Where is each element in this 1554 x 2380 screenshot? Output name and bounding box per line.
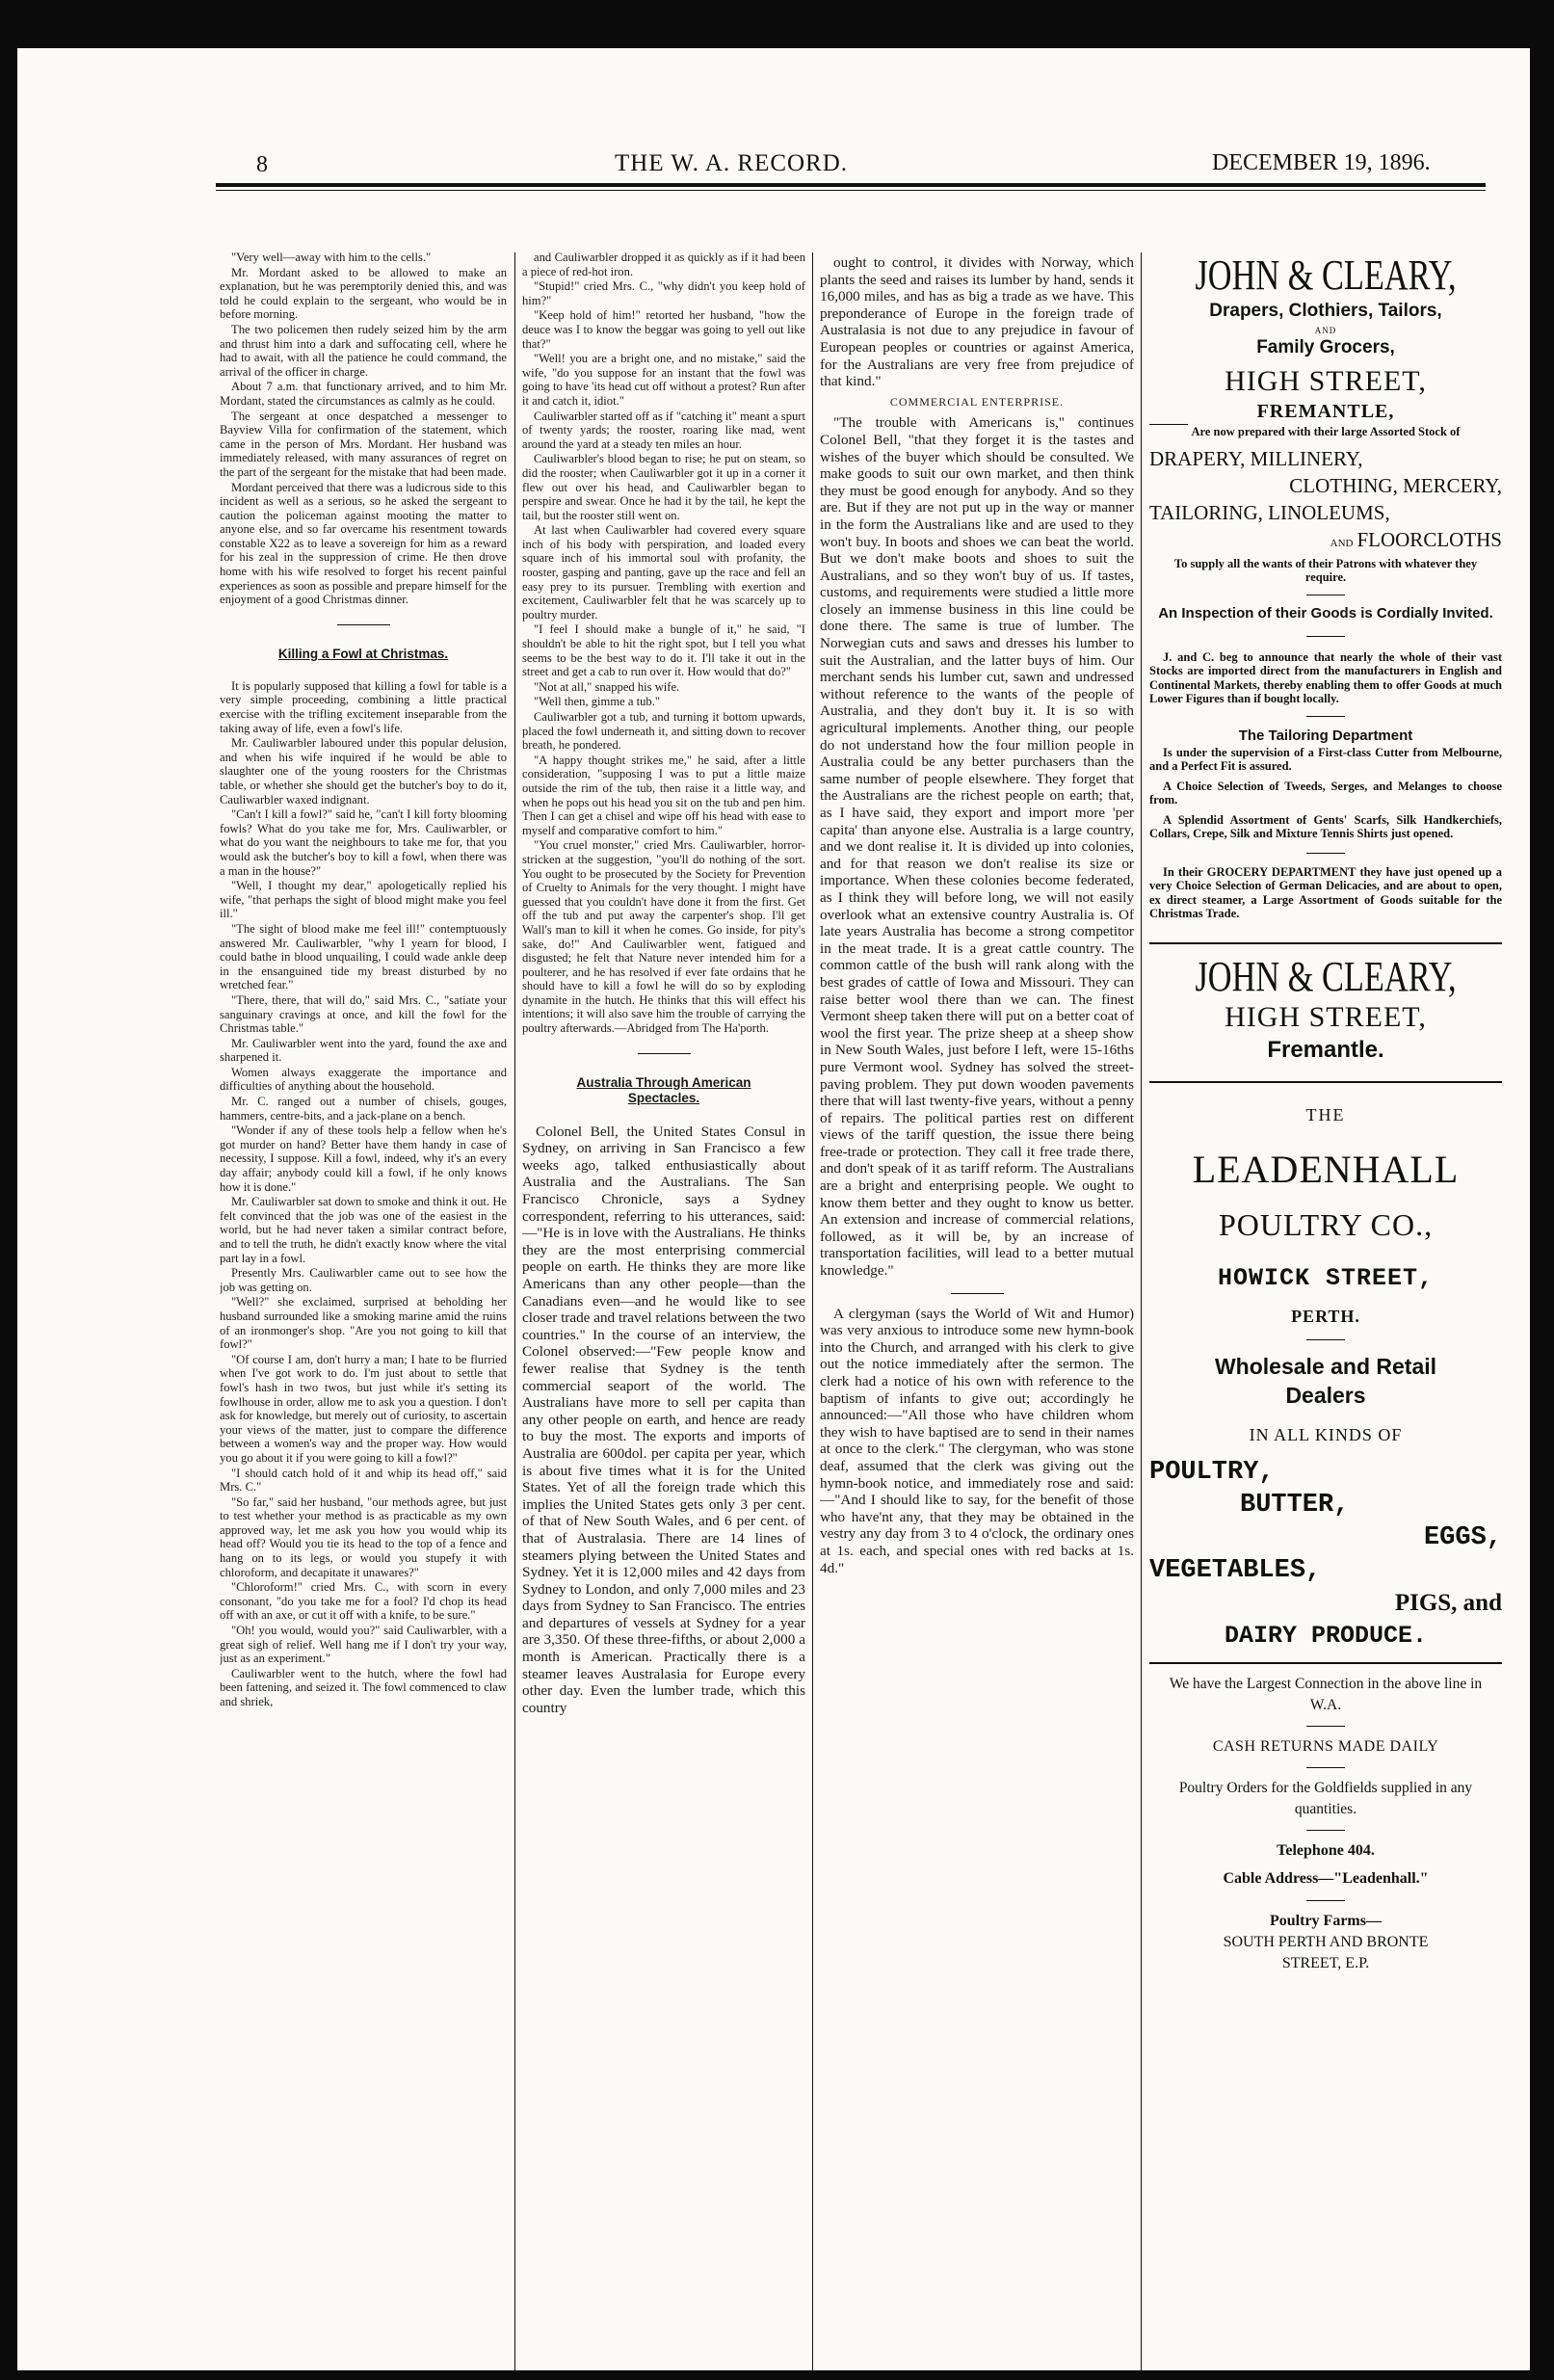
ad3-perth: PERTH.	[1291, 1306, 1360, 1326]
paragraph: It is popularly supposed that killing a fowl for table is a very simple proceeding, combining a little practical exercise with the trifling excitement inseparable from the taking away of life, even a fowl's life.	[220, 678, 507, 735]
paragraph: Cauliwarbler went to the hutch, where the fowl had been fattening, and seized it. The fowl commenced to claw and shriek,	[220, 1666, 507, 1708]
paragraph: Mr. Cauliwarbler laboured under this popular delusion, and when his wife inquired if he would be able to slaughter one of the young roosters for the Christmas table, or whether she should get the butcher's boy to do it, Cauliwarbler waxed indignant.	[220, 736, 507, 807]
paragraph: "Well, I thought my dear," apologetically replied his wife, "that perhaps the sight of blood might make you feel ill."	[220, 879, 507, 921]
ad-import-announcement: J. and C. beg to announce that nearly the whole of their vast Stocks are imported direct from the manufacturers in English and Continental Markets, thereby enabling them to offer Goods at much Lower Figures than if bought locally.	[1149, 649, 1502, 705]
ad-stock-floorcloths-line	[1149, 526, 1502, 557]
column-divider-3	[1141, 252, 1142, 2372]
paragraph: "Not at all," snapped his wife.	[534, 679, 680, 694]
ad3-pigs: PIGS, and	[1394, 1589, 1502, 1616]
subheading-commercial-enterprise: COMMERCIAL ENTERPRISE.	[889, 394, 1065, 409]
paragraph: Mr. Cauliwarbler sat down to smoke and think it out. He felt convinced that the job was one of the easiest in the world, but he had never taken a similar contract before, and to tell the truth, he didn't exactly know where the vital part lay in a fowl.	[220, 1195, 507, 1265]
paragraph: Presently Mrs. Cauliwarbler came out to see how the job was getting on.	[220, 1266, 507, 1294]
ad-divider	[1306, 1900, 1345, 1901]
newspaper-page	[17, 48, 1530, 2370]
ad3-farms: Poultry Farms—	[1270, 1912, 1382, 1929]
ad3-the: THE	[1305, 1104, 1346, 1124]
paragraph: Mordant perceived that there was a ludicrous side to this incident as well as a serious, so he asked the sergeant to caution the policeman against mooting the matter to anyone else, and so far overcame his resentment towards constable X22 as to leave a sovereign for him as a reward for his zeal in the suppression of crime. He then drove home with his wife resolved to forget his recent painful experiences as soon as possible and prepare himself for the enjoyment of a good Christmas dinner.	[220, 480, 507, 607]
paragraph: "A happy thought strikes me," he said, after a little consideration, "supposing I was to put a little maize outside the rim of the tub, then raise it a little way, and when he pops out his head you sit on the tub and pen him. Then I can get a chisel and wipe off his head with ease to myself and comparative comfort to him."	[522, 753, 805, 837]
killing-a-fowl-continued	[522, 251, 805, 1036]
ad-grocery-text: In their GROCERY DEPARTMENT they have just opened up a very Choice Selection of German Delicacies, and are about to open, ex direct steamer, a Large Assortment of Goods suitable for the Christmas Trade.	[1149, 864, 1502, 920]
ad3-leadenhall: LEADENHALL	[1192, 1147, 1460, 1191]
header-rule-thick	[216, 183, 1486, 187]
paragraph: "Oh! you would, would you?" said Cauliwarbler, with a great sigh of relief. Well hang me if I don't try your way, just as an experiment."	[220, 1624, 507, 1666]
ad-stock-floorcloths: FLOORCLOTHS	[1356, 527, 1502, 551]
ad3-poultry: POULTRY,	[1149, 1457, 1275, 1487]
ad-divider	[1306, 1726, 1345, 1727]
ad-tailoring-heading: The Tailoring Department	[1238, 727, 1413, 744]
ad-inspection: An Inspection of their Goods is Cordially Invited.	[1158, 604, 1493, 621]
paragraph: Cauliwarbler's blood began to rise; he put on steam, so did the rooster; when Cauliwarbler got it up in a corner it flew out over his head, and Cauliwarbler began to perspire and swear. Once he had it by the tail, he kept the tail, but the rooster still went on.	[522, 452, 805, 522]
ad-border	[1149, 1662, 1502, 1664]
paragraph: A clergyman (says the World of Wit and Humor) was very anxious to introduce some new hymn-book into the Church, and arranged with his clerk to give out the notice immediately after the sermon. The clerk had a notice of his own with reference to the baptism of infants to give out; accordingly he announced:—"All those who have children whom they wish to have baptised are to send in their names at once to the clerk." The clergyman, who was stone deaf, assumed that the clerk was giving out the hymn-book notice, and immediately rose and said:—"And I should like to say, for the benefit of those who have'nt any, that they may be obtained in the vestry any day from 3 to 4 o'clock, the ordinary ones at 1s. each, and special ones with red backs at 1s. 4d."	[820, 1305, 1134, 1576]
ad3-farms-loc2: STREET, E.P.	[1281, 1954, 1370, 1971]
ad3-howick-street: HOWICK STREET,	[1217, 1263, 1435, 1292]
paragraph: The two policemen then rudely seized him by the arm and thrust him into a dark and suffocating cell, where he had to await, with all the patience he could command, the arrival of the officer in charge.	[220, 322, 507, 379]
paragraph: Colonel Bell, the United States Consul in Sydney, on arriving in San Francisco a few weeks ago, talked enthusiastically about Australia and the Australians. The San Francisco Chronicle, says a Sydney correspondent, referring to his utterances, said:—"He is in love with the Australians. He thinks they are the most enterprising commercial people on earth. He thinks they are more like Americans than any other people—than the Canadians even—and he would like to see closer trade and travel relations between the two countries." In the course of an interview, the Colonel observed:—"Few people know and fewer realise that Sydney is the tenth commercial seaport of the world. The Australians have more to sell per capita than any other people on earth, and hence are ready to buy the most. The exports and imports of Australia are 600dol. per capita per year, which is about five times what it is for the United States. Yet of all the foreign trade which this implies the United States gets only 3 per cent. of that of New South Wales, and 6 per cent. of that of Australasia. There are 14 lines of steamers plying between the United States and Sydney. Yet it is 12,000 miles and 42 days from Sydney to London, and only 7,000 miles and 23 days from Sydney to San Francisco. The entries and departures of vessels at Sydney for a year are 3,350. Of these three-fifths, or about 2,000 a month is American. Practically there is a steamer leaves Australasia for Europe every other day. Even the lumber trade, which this country	[522, 1123, 805, 1716]
paragraph: "Well?" she exclaimed, surprised at beholding her husband surrounded like a smoking marine amid the ruins of an ironmonger's shop. "Are you not going to kill that fowl?"	[220, 1295, 507, 1352]
ad-stock-and: AND	[1330, 537, 1354, 549]
ad-scarfs-text: A Splendid Assortment of Gents' Scarfs, Silk Handkerchiefs, Collars, Crepe, Silk and Mixture Tennis Shirts just opened.	[1149, 812, 1502, 840]
paragraph: "You cruel monster," cried Mrs. Cauliwarbler, horror-stricken at the suggestion, "you'll do nothing of the sort. You ought to be prosecuted by the Society for Prevention of Cruelty to Animals for the very thought. I might have guessed that you couldn't have done it from the first. Get off the tub and put away the carpenter's shop. I'll get Wall's man to kill it when he comes. Go inside, for pity's sake, do!" And Cauliwarbler went, fatigued and disgusted; he felt that Nature never intended him for a poulterer, and he has resolved if ever fate ordains that he should have to kill a fowl he will do so by exploding dynamite in the hutch. He thinks that this will effect his intentions; it will also save him the trouble of carrying the poultry afterwards.—Abridged from The Ha'porth.	[522, 838, 805, 1036]
ad-tweeds-text: A Choice Selection of Tweeds, Serges, and Melanges to choose from.	[1149, 779, 1502, 807]
article-heading-australia: Australia Through American Spectacles.	[576, 1074, 751, 1105]
ad-drapers-line: Drapers, Clothiers, Tailors,	[1209, 301, 1442, 321]
ad3-cash-returns: CASH RETURNS MADE DAILY	[1212, 1737, 1439, 1755]
ad-fremantle: FREMANTLE,	[1256, 401, 1395, 422]
paragraph: Mr. Mordant asked to be allowed to make an explanation, but he was peremptorily denied this, and was told he could explain to the sergeant, who would be in before morning.	[220, 265, 507, 322]
ad-border	[1149, 942, 1502, 944]
ad-high-street: HIGH STREET,	[1225, 365, 1427, 397]
ad-divider	[1306, 636, 1345, 637]
clergyman-anecdote	[820, 1306, 1134, 1577]
section-divider	[951, 1293, 1004, 1294]
paragraph: "Stupid!" cried Mrs. C., "why didn't you keep hold of him?"	[522, 279, 805, 307]
paragraph: ought to control, it divides with Norway, which plants the seed and raises its lumber by hand, sends it 16,000 miles, and has as big a trade as we have. This preponderance of Europe in the foreign trade of Australasia is not due to any prejudice in favour of European peoples or countries or against America, for the Australians are very free from prejudice of that kind."	[820, 254, 1134, 390]
paragraph: "Wonder if any of these tools help a fellow when he's got murder on hand? Better have them handy in case of necessity, I suppose. Kill a fowl, indeed, why it's an every day affair; anybody could kill a fowl, if he only knows how it is done."	[220, 1124, 507, 1194]
column-1	[220, 251, 507, 2345]
column-3	[820, 254, 1134, 2345]
australia-article-continued	[820, 254, 1134, 390]
ad-divider	[1306, 853, 1345, 854]
article-heading-killing-a-fowl: Killing a Fowl at Christmas.	[277, 646, 449, 661]
australia-article	[522, 1124, 805, 1717]
header-rule-thin	[216, 190, 1486, 191]
page-number: 8	[256, 152, 268, 177]
ad-john-cleary-name: JOHN & CLEARY,	[1195, 252, 1457, 299]
paragraph: Mr. Cauliwarbler went into the yard, found the axe and sharpened it.	[220, 1036, 507, 1065]
column-divider-1	[514, 252, 515, 2372]
ad-family-grocers: Family Grocers,	[1256, 337, 1395, 357]
ad3-cable: Cable Address—"Leadenhall."	[1223, 1869, 1429, 1887]
paragraph: About 7 a.m. that functionary arrived, and to him Mr. Mordant, stated the circumstances as calmly as he could.	[220, 380, 507, 408]
paragraph: and Cauliwarbler dropped it as quickly as if it had been a piece of red-hot iron.	[522, 251, 805, 278]
issue-date: DECEMBER 19, 1896.	[1212, 150, 1431, 175]
killing-a-fowl-article	[220, 679, 507, 1709]
ad-divider	[1306, 716, 1345, 717]
commercial-enterprise-text	[820, 414, 1134, 1279]
ad3-telephone: Telephone 404.	[1277, 1841, 1375, 1859]
section-divider	[638, 1053, 691, 1054]
ad-stock-clothing: CLOTHING, MERCERY,	[1289, 473, 1502, 497]
ad-and-label: AND	[1314, 326, 1337, 335]
paragraph: "There, there, that will do," said Mrs. C., "satiate your sanguinary cravings at once, and kill the fowl for the Christmas table."	[220, 992, 507, 1036]
mordant-story-end	[220, 251, 507, 607]
paragraph: "I feel I should make a bungle of it," he said, "I shouldn't be able to hit the right spot, but I tell you what seems to be the best way to do it. I'll take it out in the street and get a cab to run over it. How would that do?"	[522, 622, 805, 679]
ad3-connection: We have the Largest Connection in the above line in W.A.	[1169, 1675, 1483, 1713]
paragraph: "Well! you are a bright one, and no mistake," said the wife, "do you suppose for an instant that the fowl was going to have 'its head cut off without a protest? Run after it and catch it, idiot."	[522, 352, 805, 408]
paragraph: "I should catch hold of it and whip its head off," said Mrs. C."	[220, 1466, 507, 1494]
ad-john-cleary-name-2: JOHN & CLEARY,	[1195, 952, 1457, 1000]
paragraph: At last when Cauliwarbler had covered every square inch of his body with perspiration, and loaded every square inch of his immortal soul with profanity, the rooster, gasping and panting, gave up the race and fell an easy prey to its pursuer. Trembling with exertion and excitement, Cauliwarbler felt that he was scarcely up to poultry murder.	[522, 523, 805, 621]
ad3-dealers: Dealers	[1285, 1382, 1366, 1408]
paragraph: Women always exaggerate the importance and difficulties of anything about the household.	[220, 1065, 507, 1094]
ad2-fremantle: Fremantle.	[1267, 1036, 1384, 1063]
ad3-wholesale: Wholesale and Retail	[1214, 1353, 1437, 1379]
ad3-vegetables: VEGETABLES,	[1149, 1555, 1322, 1585]
ad3-farms-loc1: SOUTH PERTH AND BRONTE	[1223, 1933, 1429, 1950]
newspaper-title: THE W. A. RECORD.	[615, 150, 849, 176]
ad-stock-drapery: DRAPERY, MILLINERY,	[1149, 446, 1363, 470]
paragraph: "So far," said her husband, "our methods agree, but just to test whether your method is as practicable as my own approved way, let me ask you how you would whip its head off? Would you tie its head to the top of a fence and hang on to its legs, or would you stupefy it with chloroform, and decapitate it unawares?"	[220, 1494, 507, 1579]
ad-prepared-text: Are now prepared with their large Assorted Stock of	[1191, 425, 1461, 438]
ad-divider	[1306, 1339, 1345, 1340]
paragraph: Mr. C. ranged out a number of chisels, gouges, hammers, centre-bits, and a jack-plane on a bench.	[220, 1095, 507, 1123]
column-divider-2	[812, 252, 813, 2372]
paragraph: "Of course I am, don't hurry a man; I hate to be flurried when I've got work to do. I'm just about to settle that fowl's hash in two twos, but just while it's setting its fowlhouse in order, allow me to ask you a question. I don't ask for knowledge, but merely out of curiosity, to ascertain your views of the matter, just to compare the difference between a women's way and the proper way. How would you go about it if you were going to kill a fowl?"	[220, 1352, 507, 1465]
paragraph: "Chloroform!" cried Mrs. C., with scorn in every consonant, "do you take me for a fool? I'd chop its head off with an axe, or cut it off with a knife, to be sure."	[220, 1580, 507, 1623]
ad3-butter: BUTTER,	[1240, 1490, 1350, 1520]
paragraph: "The sight of blood make me feel ill!" contemptuously answered Mr. Cauliwarbler, "why I yearn for blood, I could bathe in blood unquailing, I could wade ankle deep in the ensanguined tide my breast disturbed by no wretched fear."	[220, 921, 507, 992]
ad-border	[1149, 1081, 1502, 1083]
ad3-dairy: DAIRY PRODUCE.	[1224, 1621, 1428, 1650]
ad-divider	[1306, 1830, 1345, 1831]
ad2-high-street: HIGH STREET,	[1225, 1000, 1427, 1033]
paragraph: Cauliwarbler started off as if "catching it" meant a spurt of twenty yards; the rooster, roaring like mad, went around the yard at a steady ten miles an hour.	[522, 409, 805, 451]
column-2	[522, 251, 805, 2345]
paragraph: The sergeant at once despatched a messenger to Bayview Villa for confirmation of the statement, which came in the person of Mrs. Mordant. Her husband was immediately released, with many assurances of regret on the part of the sergeant for the mistake that had been made.	[220, 409, 507, 479]
section-divider	[337, 624, 390, 625]
ad3-in-all-kinds: IN ALL KINDS OF	[1249, 1424, 1403, 1444]
paragraph: "Well then, gimme a tub."	[534, 695, 660, 709]
ad-divider	[1306, 1767, 1345, 1768]
paragraph: "Keep hold of him!" retorted her husband, "how the deuce was I to know the beggar was going to yell out like that?"	[522, 308, 805, 351]
paragraph: "Can't I kill a fowl?" said he, "can't I kill forty blooming fowls? What do you take me for, Mrs. Cauliwarbler, or what do you want the neighbours to take me for, that you would ask the butcher's boy to kill a fowl, when there was a man in the house?"	[220, 807, 507, 878]
ad3-goldfields: Poultry Orders for the Goldfields supplied in any quantities.	[1178, 1779, 1473, 1817]
ad-supply-text: To supply all the wants of their Patrons with whatever they require.	[1173, 556, 1478, 584]
paragraph: "Very well—away with him to the cells."	[231, 251, 432, 264]
ad3-eggs: EGGS,	[1423, 1522, 1502, 1552]
paragraph: Cauliwarbler got a tub, and turning it bottom upwards, placed the fowl underneath it, and sitting down to recover breath, he pondered.	[522, 710, 805, 753]
advertisement-column	[1149, 252, 1502, 2345]
ad-tailoring-text: Is under the supervision of a First-class Cutter from Melbourne, and a Perfect Fit is assured.	[1149, 745, 1502, 773]
paragraph: "The trouble with Americans is," continues Colonel Bell, "that they forget it is the tastes and wishes of the buyer which should be consulted. We make goods to suit our own market, and then think they must be good enough for anybody. And so they are. But if they are not put up in the way or manner in the form the Australians like and are used to they won't buy. In boots and shoes we can beat the world. But we don't make boots and shoes to suit the Australians, and so they won't buy of us. If tastes, customs, and requirements were studied a little more closely an immense business in this line could be done there. The same is true of lumber. The Norwegian cuts and saws and dresses his lumber to suit the Australian, and the latter buys of him. Our merchant sends his lumber cut, sawn and undressed without reference to the wants of the people of Australia, and they don't buy it. It is so with agricultural implements. Another thing, our people do not understand how the four million people in Australia could be any better purchasers than the same number of people elsewhere. They forget that the Australians are the richest people on earth; that, as I have said, they export and import more 'per capita' than anyone else. Australia is a large country, and we dont realise it. It is divided up into colonies, and for that reason we don't realise its size or importance. When these colonies become federated, as I think they will before long, we will not easily overlook what an extensive country Australia is. Of late years Australia has become a strong competitor in the meat trade. It is a great cattle country. The common cattle of the bush will rank along with the best grades of cattle of Iowa and Missouri. They can raise better wool there than we can. The finest Vermont sheep taken there will put on a better coat of wool the first year. The prize sheep at a sheep show in New South Wales, just before I left, were 15-16ths pure Vermont wool. Sydney has solved the street-paving problem. They put down wooden pavements there that will last twenty-five years, without a penny of repairs. The political parties rest on different views of the tariff question, the issue there being free-trade or protection. They call it free trade there, and don't speak of it as tariff reform. The Australians are a bright and enterprising people. We ought to know them better and they ought to know us better. An extension and increase of commercial relations, followed, as it will be, by an increase of transportation facilities, will lead to a better mutual knowledge."	[820, 414, 1134, 1280]
ad3-poultry-co: POULTRY CO.,	[1218, 1206, 1434, 1242]
ad-stock-tailoring: TAILORING, LINOLEUMS,	[1149, 500, 1390, 524]
